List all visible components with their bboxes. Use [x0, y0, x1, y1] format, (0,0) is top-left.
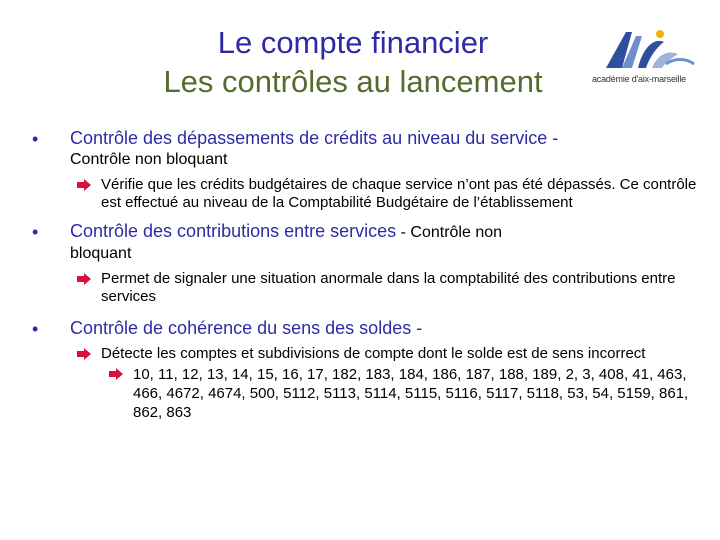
bullet-detail-3 — [101, 345, 705, 363]
bullet-heading-line — [70, 221, 705, 243]
bullet-heading-tail: - Contrôle non — [396, 224, 503, 241]
bullet-detail-text: Permet de signaler une situation anormale dans la comptabilité des contributions entre services — [101, 270, 676, 305]
account-list — [133, 365, 705, 422]
title-line-2: Les contrôles au lancement — [163, 64, 543, 99]
bullet-dot-icon: • — [32, 129, 39, 149]
bullet-dot-icon: • — [32, 222, 39, 242]
bullet-heading: Contrôle des contributions entre services — [70, 221, 397, 241]
bullet-heading: Contrôle des dépassements de crédits au niveau du service - — [70, 128, 559, 148]
bullet-detail-text: Vérifie que les crédits budgétaires de chaque service n’ont pas été dépassés. Ce contrôle est effectué au niveau de la Comptabilité Budgétaire de l’établissement — [101, 176, 697, 211]
account-list-text: 10, 11, 12, 13, 14, 15, 16, 17, 182, 183, 184, 186, 187, 188, 189, 2, 3, 408, 41, 463, 466, 4672, 4674, 500, 5112, 5113, 5114, 5115, 5116, 5117, 5118, 53, 54, 5159, 861, 862, 863 — [133, 366, 689, 421]
bullet-list — [30, 128, 705, 422]
bullet-detail-2 — [101, 270, 705, 306]
bullet-heading-continuation: Contrôle non bloquant — [70, 151, 228, 168]
bullet-heading: Contrôle de cohérence du sens des soldes - — [70, 318, 423, 338]
academie-logo-icon — [592, 24, 704, 74]
bullet-detail-text: Détecte les comptes et subdivisions de compte dont le solde est de sens incorrect — [101, 345, 646, 362]
arrow-marker-icon — [77, 179, 91, 191]
bullet-item-2 — [30, 221, 705, 264]
arrow-marker-icon — [109, 368, 123, 380]
bullet-dot-icon: • — [32, 319, 39, 339]
academie-logo — [592, 24, 704, 94]
title-line-1: Le compte financier — [217, 25, 489, 60]
bullet-item-1 — [30, 128, 705, 170]
slide-title — [118, 24, 588, 102]
arrow-marker-icon — [77, 273, 91, 285]
arrow-marker-icon — [77, 348, 91, 360]
bullet-item-3 — [30, 318, 705, 339]
bullet-detail-1 — [101, 176, 705, 212]
logo-text: académie d'aix-marseille — [592, 74, 686, 84]
bullet-heading-continuation: bloquant — [70, 245, 132, 262]
